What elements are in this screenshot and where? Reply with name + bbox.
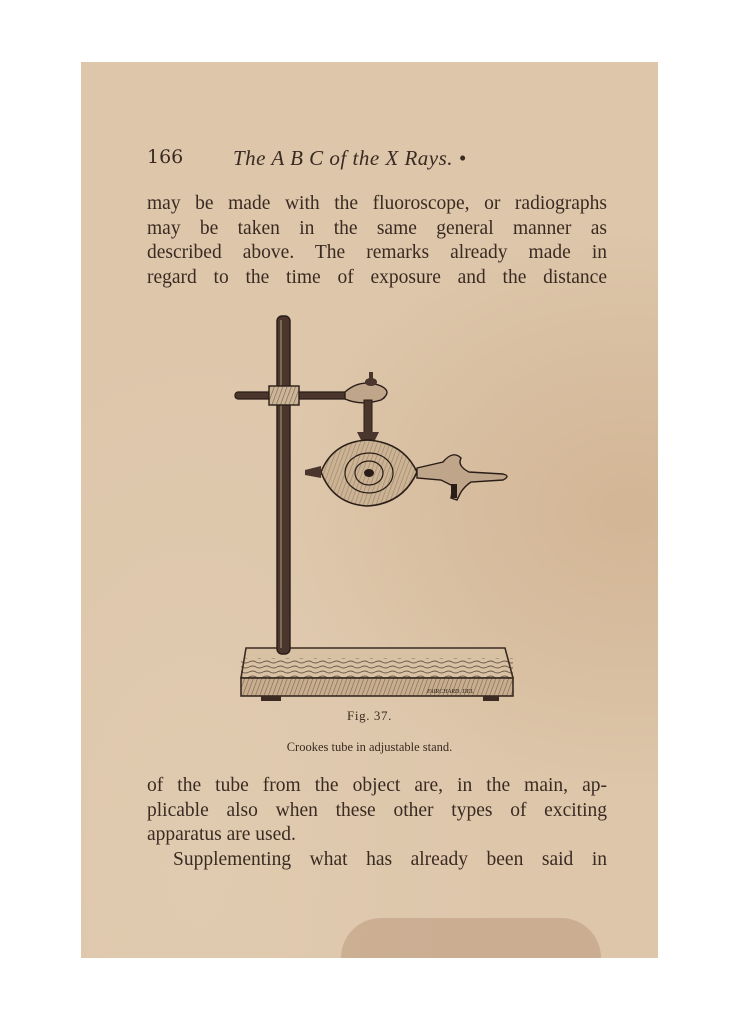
figure-label: Fig. 37. bbox=[347, 708, 392, 723]
paragraph-top bbox=[147, 192, 607, 290]
text-line: apparatus are used. bbox=[147, 824, 296, 845]
book-page bbox=[81, 62, 658, 958]
page-shadow bbox=[341, 918, 601, 958]
text-line: Supplementing what has already been said in bbox=[173, 848, 607, 870]
paragraph-bottom bbox=[147, 774, 607, 872]
running-title: The A B C of the X Rays. • bbox=[233, 146, 467, 170]
text-line: may be made with the fluoroscope, or radiographs bbox=[147, 193, 607, 214]
running-head bbox=[147, 146, 587, 172]
figure-caption: Crookes tube in adjustable stand. bbox=[286, 740, 453, 754]
text-line: described above. The remarks already made in bbox=[147, 242, 607, 263]
stand-rod bbox=[277, 316, 290, 654]
crookes-tube bbox=[305, 440, 507, 506]
text-line: plicable also when these other types of exciting bbox=[147, 799, 607, 821]
crookes-tube-illustration bbox=[221, 310, 521, 720]
text-line: regard to the time of exposure and the distance bbox=[147, 266, 607, 288]
text-line: may be taken in the same general manner as bbox=[147, 217, 607, 239]
page-number: 166 bbox=[147, 146, 184, 168]
holder-stem bbox=[357, 400, 379, 444]
engraver-signature: FAIRCHARD. DEL bbox=[427, 689, 474, 695]
engraving bbox=[221, 310, 521, 720]
text-line: of the tube from the object are, in the main, ap- bbox=[147, 775, 607, 796]
